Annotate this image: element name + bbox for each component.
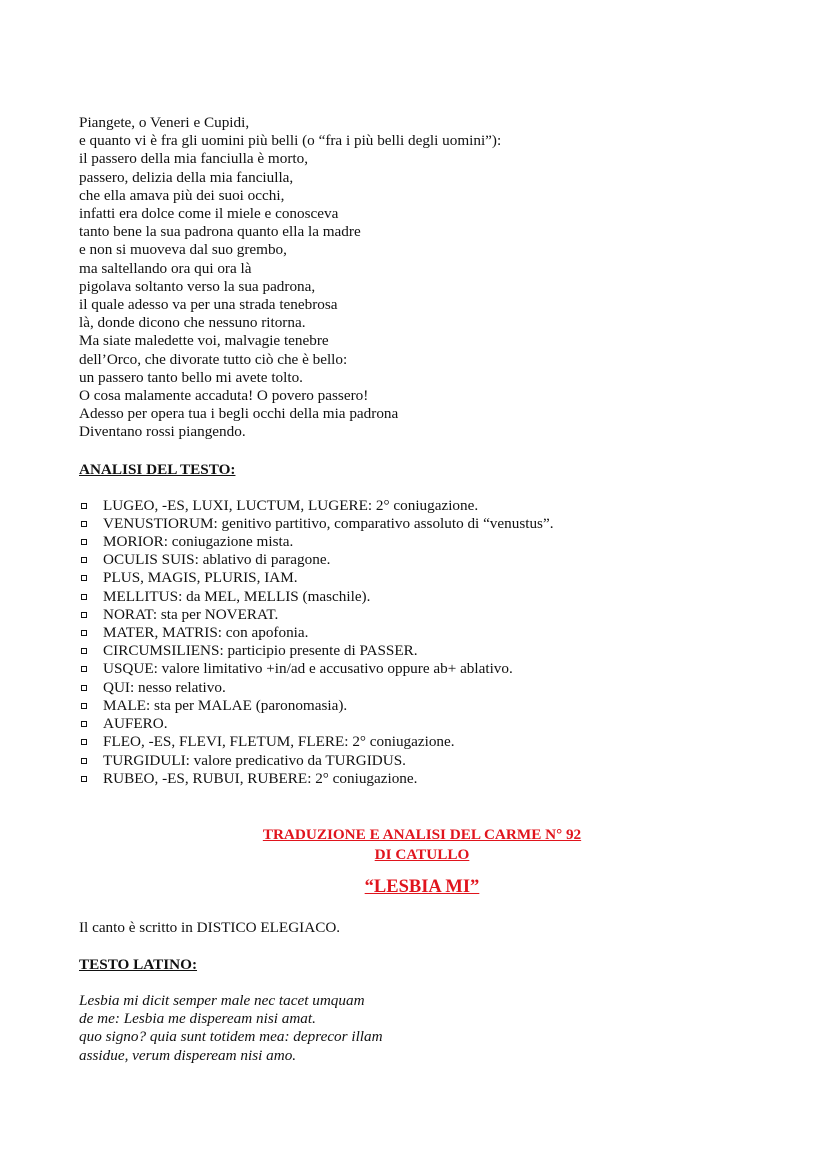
latin-line: assidue, verum dispeream nisi amo. xyxy=(79,1046,297,1064)
poem-line: il quale adesso va per una strada tenebrosa xyxy=(79,296,338,314)
carme-title xyxy=(79,825,765,865)
square-bullet-icon xyxy=(81,503,87,509)
list-item xyxy=(79,588,779,606)
square-bullet-icon xyxy=(81,666,87,672)
list-item xyxy=(79,551,779,569)
list-item xyxy=(79,697,779,715)
list-item-text: USQUE: valore limitativo +in/ad e accusativo oppure ab+ ablativo. xyxy=(103,660,513,678)
poem-line: ma saltellando ora qui ora là xyxy=(79,259,252,277)
square-bullet-icon xyxy=(81,594,87,600)
latin-line: de me: Lesbia me dispeream nisi amat. xyxy=(79,1010,316,1028)
square-bullet-icon xyxy=(81,575,87,581)
poem-line: O cosa malamente accaduta! O povero passero! xyxy=(79,387,369,405)
poem-line: e non si muoveva dal suo grembo, xyxy=(79,241,287,259)
carme-title-line-1: TRADUZIONE E ANALISI DEL CARME N° 92 xyxy=(262,825,582,843)
square-bullet-icon xyxy=(81,630,87,636)
list-item-text: NORAT: sta per NOVERAT. xyxy=(103,605,279,623)
list-item xyxy=(79,624,779,642)
list-item xyxy=(79,679,779,697)
document-page xyxy=(79,114,779,1065)
square-bullet-icon xyxy=(81,557,87,563)
square-bullet-icon xyxy=(81,648,87,654)
list-item xyxy=(79,569,779,587)
carme-title-line-2: DI CATULLO xyxy=(374,845,470,863)
list-item-text: PLUS, MAGIS, PLURIS, IAM. xyxy=(103,569,298,587)
list-item-text: OCULIS SUIS: ablativo di paragone. xyxy=(103,551,331,569)
list-item xyxy=(79,733,779,751)
square-bullet-icon xyxy=(81,739,87,745)
list-item-text: MELLITUS: da MEL, MELLIS (maschile). xyxy=(103,587,371,605)
list-item-text: MALE: sta per MALAE (paronomasia). xyxy=(103,696,348,714)
poem-line: il passero della mia fanciulla è morto, xyxy=(79,150,308,168)
meter-statement: Il canto è scritto in DISTICO ELEGIACO. xyxy=(79,918,341,936)
list-item xyxy=(79,770,779,788)
poem-translation xyxy=(79,114,779,442)
latin-text xyxy=(79,992,779,1065)
list-item-text: FLEO, -ES, FLEVI, FLETUM, FLERE: 2° coniugazione. xyxy=(103,733,455,751)
list-item-text: VENUSTIORUM: genitivo partitivo, comparativo assoluto di “venustus”. xyxy=(103,514,554,532)
list-item-text: RUBEO, -ES, RUBUI, RUBERE: 2° coniugazione. xyxy=(103,769,418,787)
list-item xyxy=(79,752,779,770)
poem-line: Adesso per opera tua i begli occhi della mia padrona xyxy=(79,405,399,423)
square-bullet-icon xyxy=(81,539,87,545)
poem-line: un passero tanto bello mi avete tolto. xyxy=(79,368,303,386)
poem-line: Piangete, o Veneri e Cupidi, xyxy=(79,114,250,131)
square-bullet-icon xyxy=(81,703,87,709)
carme-subtitle: “LESBIA MI” xyxy=(364,876,480,897)
list-item-text: CIRCUMSILIENS: participio presente di PASSER. xyxy=(103,642,418,660)
poem-line: dell’Orco, che divorate tutto ciò che è bello: xyxy=(79,350,348,368)
list-item-text: QUI: nesso relativo. xyxy=(103,678,226,696)
list-item xyxy=(79,497,779,515)
analysis-heading: ANALISI DEL TESTO: xyxy=(79,460,236,478)
latin-line: Lesbia mi dicit semper male nec tacet umquam xyxy=(79,991,365,1009)
list-item-text: TURGIDULI: valore predicativo da TURGIDUS. xyxy=(103,751,406,769)
square-bullet-icon xyxy=(81,776,87,782)
list-item xyxy=(79,606,779,624)
poem-line: che ella amava più dei suoi occhi, xyxy=(79,186,285,204)
poem-line: passero, delizia della mia fanciulla, xyxy=(79,168,294,186)
poem-line: là, donde dicono che nessuno ritorna. xyxy=(79,314,306,332)
square-bullet-icon xyxy=(81,685,87,691)
square-bullet-icon xyxy=(81,521,87,527)
list-item xyxy=(79,515,779,533)
list-item xyxy=(79,533,779,551)
poem-line: Diventano rossi piangendo. xyxy=(79,423,246,441)
poem-line: infatti era dolce come il miele e conosceva xyxy=(79,205,339,223)
latin-heading: TESTO LATINO: xyxy=(79,955,198,973)
list-item-text: LUGEO, -ES, LUXI, LUCTUM, LUGERE: 2° coniugazione. xyxy=(103,496,479,514)
list-item xyxy=(79,642,779,660)
square-bullet-icon xyxy=(81,758,87,764)
square-bullet-icon xyxy=(81,612,87,618)
list-item xyxy=(79,660,779,678)
list-item-text: AUFERO. xyxy=(103,715,168,733)
poem-line: Ma siate maledette voi, malvagie tenebre xyxy=(79,332,329,350)
poem-line: tanto bene la sua padrona quanto ella la madre xyxy=(79,223,361,241)
poem-line: pigolava soltanto verso la sua padrona, xyxy=(79,277,316,295)
square-bullet-icon xyxy=(81,721,87,727)
latin-line: quo signo? quia sunt totidem mea: deprecor illam xyxy=(79,1028,383,1046)
analysis-list xyxy=(79,497,779,788)
list-item-text: MORIOR: coniugazione mista. xyxy=(103,533,294,551)
poem-line: e quanto vi è fra gli uomini più belli (o “fra i più belli degli uomini”): xyxy=(79,132,502,150)
list-item-text: MATER, MATRIS: con apofonia. xyxy=(103,624,309,642)
list-item xyxy=(79,715,779,733)
